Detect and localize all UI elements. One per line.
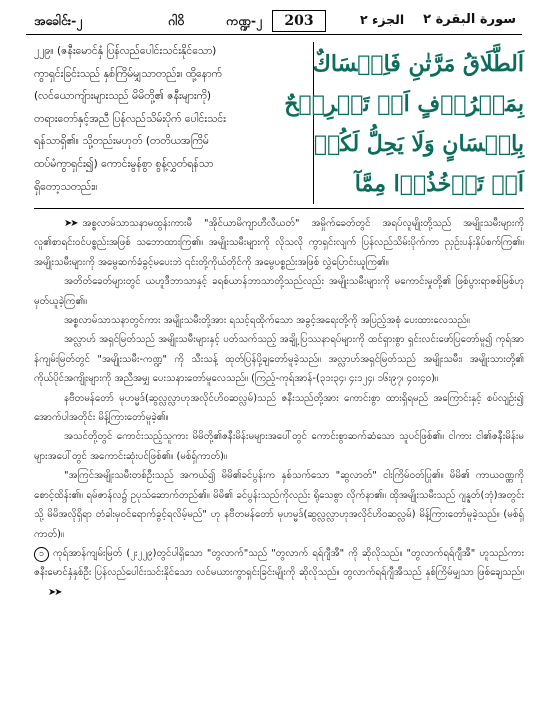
verse-line: ၂၂၉။ (ဇနီးမောင်နှံ ပြန်လည်ပေါင်းသင်းနိုင်သော) xyxy=(34,45,217,57)
commentary-paragraph: "အကြင်အမျိုးသမီးတစ်ဦးသည် အကယ်၍ မိမိ၏ခင်ပွန်းက နှစ်သက်သော "ဆွလာတ်" ငါးကြိမ်ဝတ်ပြု၏။ မိမိ၏ ကာယဝဏ္ဏကို စောင့်ထိန်း၏။ ရမ်ဇာန်လ၌ ဥပုသ်ဆောက်တည်၏။ မိမိ၏ ခင်ပွန်းသည်ကိုလည်း ရိုသေစွာ လိုက်နာ၏။ ထိုအမျိုးသမီးသည် ဂျန္နတ်(ဘုံ)အတွင်းသို့ မိမိအလိုရှိရာ တံခါးမှဝင်ရောက်ခွင့်ရလိမ့်မည်" ဟု နဗီတမန်တော် မုဟမ္မဒ်(ဆွလ္လလ္လာဟုအလိုင်ဟိဝဆလ္လမ်) မိန့်ကြားတော်မူခဲ့သည်။ (မစ်ရှ်ကာတ်)။ xyxy=(34,470,524,540)
commentary-paragraph: အစ္စလာမ်သာသနာတွင်ကား အမျိုးသမီးတို့အား ရသင့်ရထိုက်သော အခွင့်အရေးတို့ကို အပြည့်အစုံ ပေးထားလေသည်။ xyxy=(64,315,470,327)
verse-line: ထပ်မံကွာရှင်း၍) ကောင်းမွန်စွာ စွန့်လွှတ်ရန်သာ xyxy=(34,157,214,170)
arabic-line: اَلطَّلَاقُ مَرَّتٰنِ فَاِمۡسَاكٌ xyxy=(312,51,524,77)
commentary-paragraph: အတိတ်ခေတ်များတွင် ယဟူဒီဘာသာနှင့် ခရစ်ယာန်ဘာသာတို့သည်လည်း အမျိုးသမီးများကို မကောင်းမှုတို့၏ ဖြစ်ပွားရာဇစ်မြစ်ဟု မှတ်ယူခဲ့ကြ၏။ xyxy=(34,276,524,307)
verse-line: ရှိတော့သတည်း။ xyxy=(34,180,98,193)
verse-line: ကွာရှင်းခြင်းသည် နှစ်ကြိမ်မျှသာတည်း။ ထို့နောက် xyxy=(34,67,222,80)
commentary-paragraph: ➤➤ အစ္စလာမ်သာသနာမထွန်းကားမီ "အိုင်ယာမိကျာဟီလီယတ်" အမှိုက်ခေတ်တွင် အရပ်လူမျိုးတို့သည် အမျိုးသမီးများကို လူ၏စာရင်းဝင်ပစ္စည်းအဖြစ် သဘောထားကြ၏။ အမျိုးသမီးများကို လိုသလို ကွာရှင်းလျက် ပြန်လည်သိမ်းပိုက်ကာ ညှဉ်းပန်းနှိပ်စက်ကြ၏။ အမျိုးသမီးများကို အမွေဆက်ခံခွင့်မပေးဘဲ ၎င်းတို့ကိုယ်တိုင်ကို အမွေပစ္စည်းအဖြစ် လွှဲပြောင်းယူကြ၏။ xyxy=(34,218,524,268)
arabic-line: اَنۡ تَاۡخُذُوۡا مِمَّآ xyxy=(354,171,524,197)
arabic-verse xyxy=(284,44,524,204)
commentary xyxy=(34,214,524,602)
verse-line: (လင်ယောကျ်ားများသည် မိမိတို့၏ ဇနီးများကို) xyxy=(34,90,212,103)
footnote-number: ၁ xyxy=(34,547,49,562)
footnote-paragraph: ၁ ကုရ်အာန်ကျမ်းမြတ် (၂း၂၂၉)တွင်ပါရှိသော "တွလာက်"သည် "တွလာက် ရရ်ဂျီအီ" ကို ဆိုလိုသည်။ "တွလာက်ရရ်ဂျီအီ" ဟူသည်ကား ဇနီးမောင်နှံနှစ်ဦး ပြန်လည်ပေါင်းသင်းနိုင်သော လင်မယားကွာရှင်းခြင်းမျိုးကို ဆိုလိုသည်။ တွလာက်ရရ်ဂျီအီသည် နှစ်ကြိမ်မျှသာ ဖြစ်ချေသည်။➤➤ xyxy=(34,547,524,598)
commentary-paragraph: အလ္လာဟ် အရှင်မြတ်သည် အမျိုးသမီးများနှင့် ပတ်သက်သည့် အချို့ ပြဿနာရပ်များကို ထင်ရှားစွာ ရှင်းလင်းဖော်ပြတော်မူ၍ ကုရ်အာန်ကျမ်းမြတ်တွင် "အမျိုးသမီး-ကဏ္ဍ" ကို သီးသန့် ထုတ်ပြန်ပို့ချတော်မူခဲ့သည်။ အလ္လာဟ်အရှင်မြတ်သည် အမျိုးသမီး၊ အမျိုးသားတို့၏ ကိုယ်ပိုင်အကျိုးများကို အညီအမျှ ပေးသနားတော်မူလေသည်။ (ကြည့်-ကုရ်အာန်-(၃၁း၃၄၊ ၄း၁၂၄၊ ၁၆း၉၇၊ ၄၀း၄၀)။ xyxy=(34,334,524,385)
commentary-paragraph: အသင်တို့တွင် ကောင်းသည့်သူကား မိမိတို့၏ဇနီးမိန်းမများအပေါ်တွင် ကောင်းစွာဆက်ဆံသော သူပင်ဖြစ်၏။ ငါကား ငါ၏ဇနီးမိန်းမများအပေါ်တွင် အကောင်းဆုံးပင်ဖြစ်၏။ (မစ်ရှ်ကာတ်)။ xyxy=(34,431,524,462)
verse-line: တရားတော်နှင့်အညီ ပြန်လည်သိမ်းပိုက် ပေါင်းသင်း xyxy=(34,112,226,125)
verse-line: ရန်သာရှိ၏။ သို့တည်းမဟုတ် (တတိယအကြိမ် xyxy=(34,135,209,148)
page-label: ကဏ္ဍ-၂ xyxy=(226,13,263,28)
part-label: အခေါင်း-၂ xyxy=(34,13,83,28)
arrow-icon: ➤➤ xyxy=(48,586,61,598)
arabic-line: بِمَعۡرُوۡفٍ اَوۡ تَسۡرِيۡحٌ xyxy=(284,91,524,117)
surah-label: سورة البقرة ٢ xyxy=(423,12,516,27)
section-label: ဂါဝိ xyxy=(168,13,185,28)
page-header xyxy=(26,10,522,35)
section-divider xyxy=(34,208,524,209)
verse-translation xyxy=(34,40,304,198)
arabic-line: بِاِحۡسَانٍ وَلَا يَحِلُّ لَكُمۡ xyxy=(313,131,524,157)
juz-label: الجزء ٢ xyxy=(360,12,405,27)
page-number: 203 xyxy=(272,10,326,32)
commentary-paragraph: နဗီတမန်တော် မုဟမ္မဒ်(ဆွလ္လလ္လာဟုအလိုင်ဟိဝဆလ္လမ်)သည် ဇနီးသည်တို့အား ကောင်းစွာ ထားရှိရမည် အကြောင်းနှင့် စပ်လျဉ်း၍ အောက်ပါအတိုင်း မိန့်ကြားတော်မူခဲ့၏။ xyxy=(34,392,524,424)
arrow-icon: ➤➤ xyxy=(64,218,77,229)
